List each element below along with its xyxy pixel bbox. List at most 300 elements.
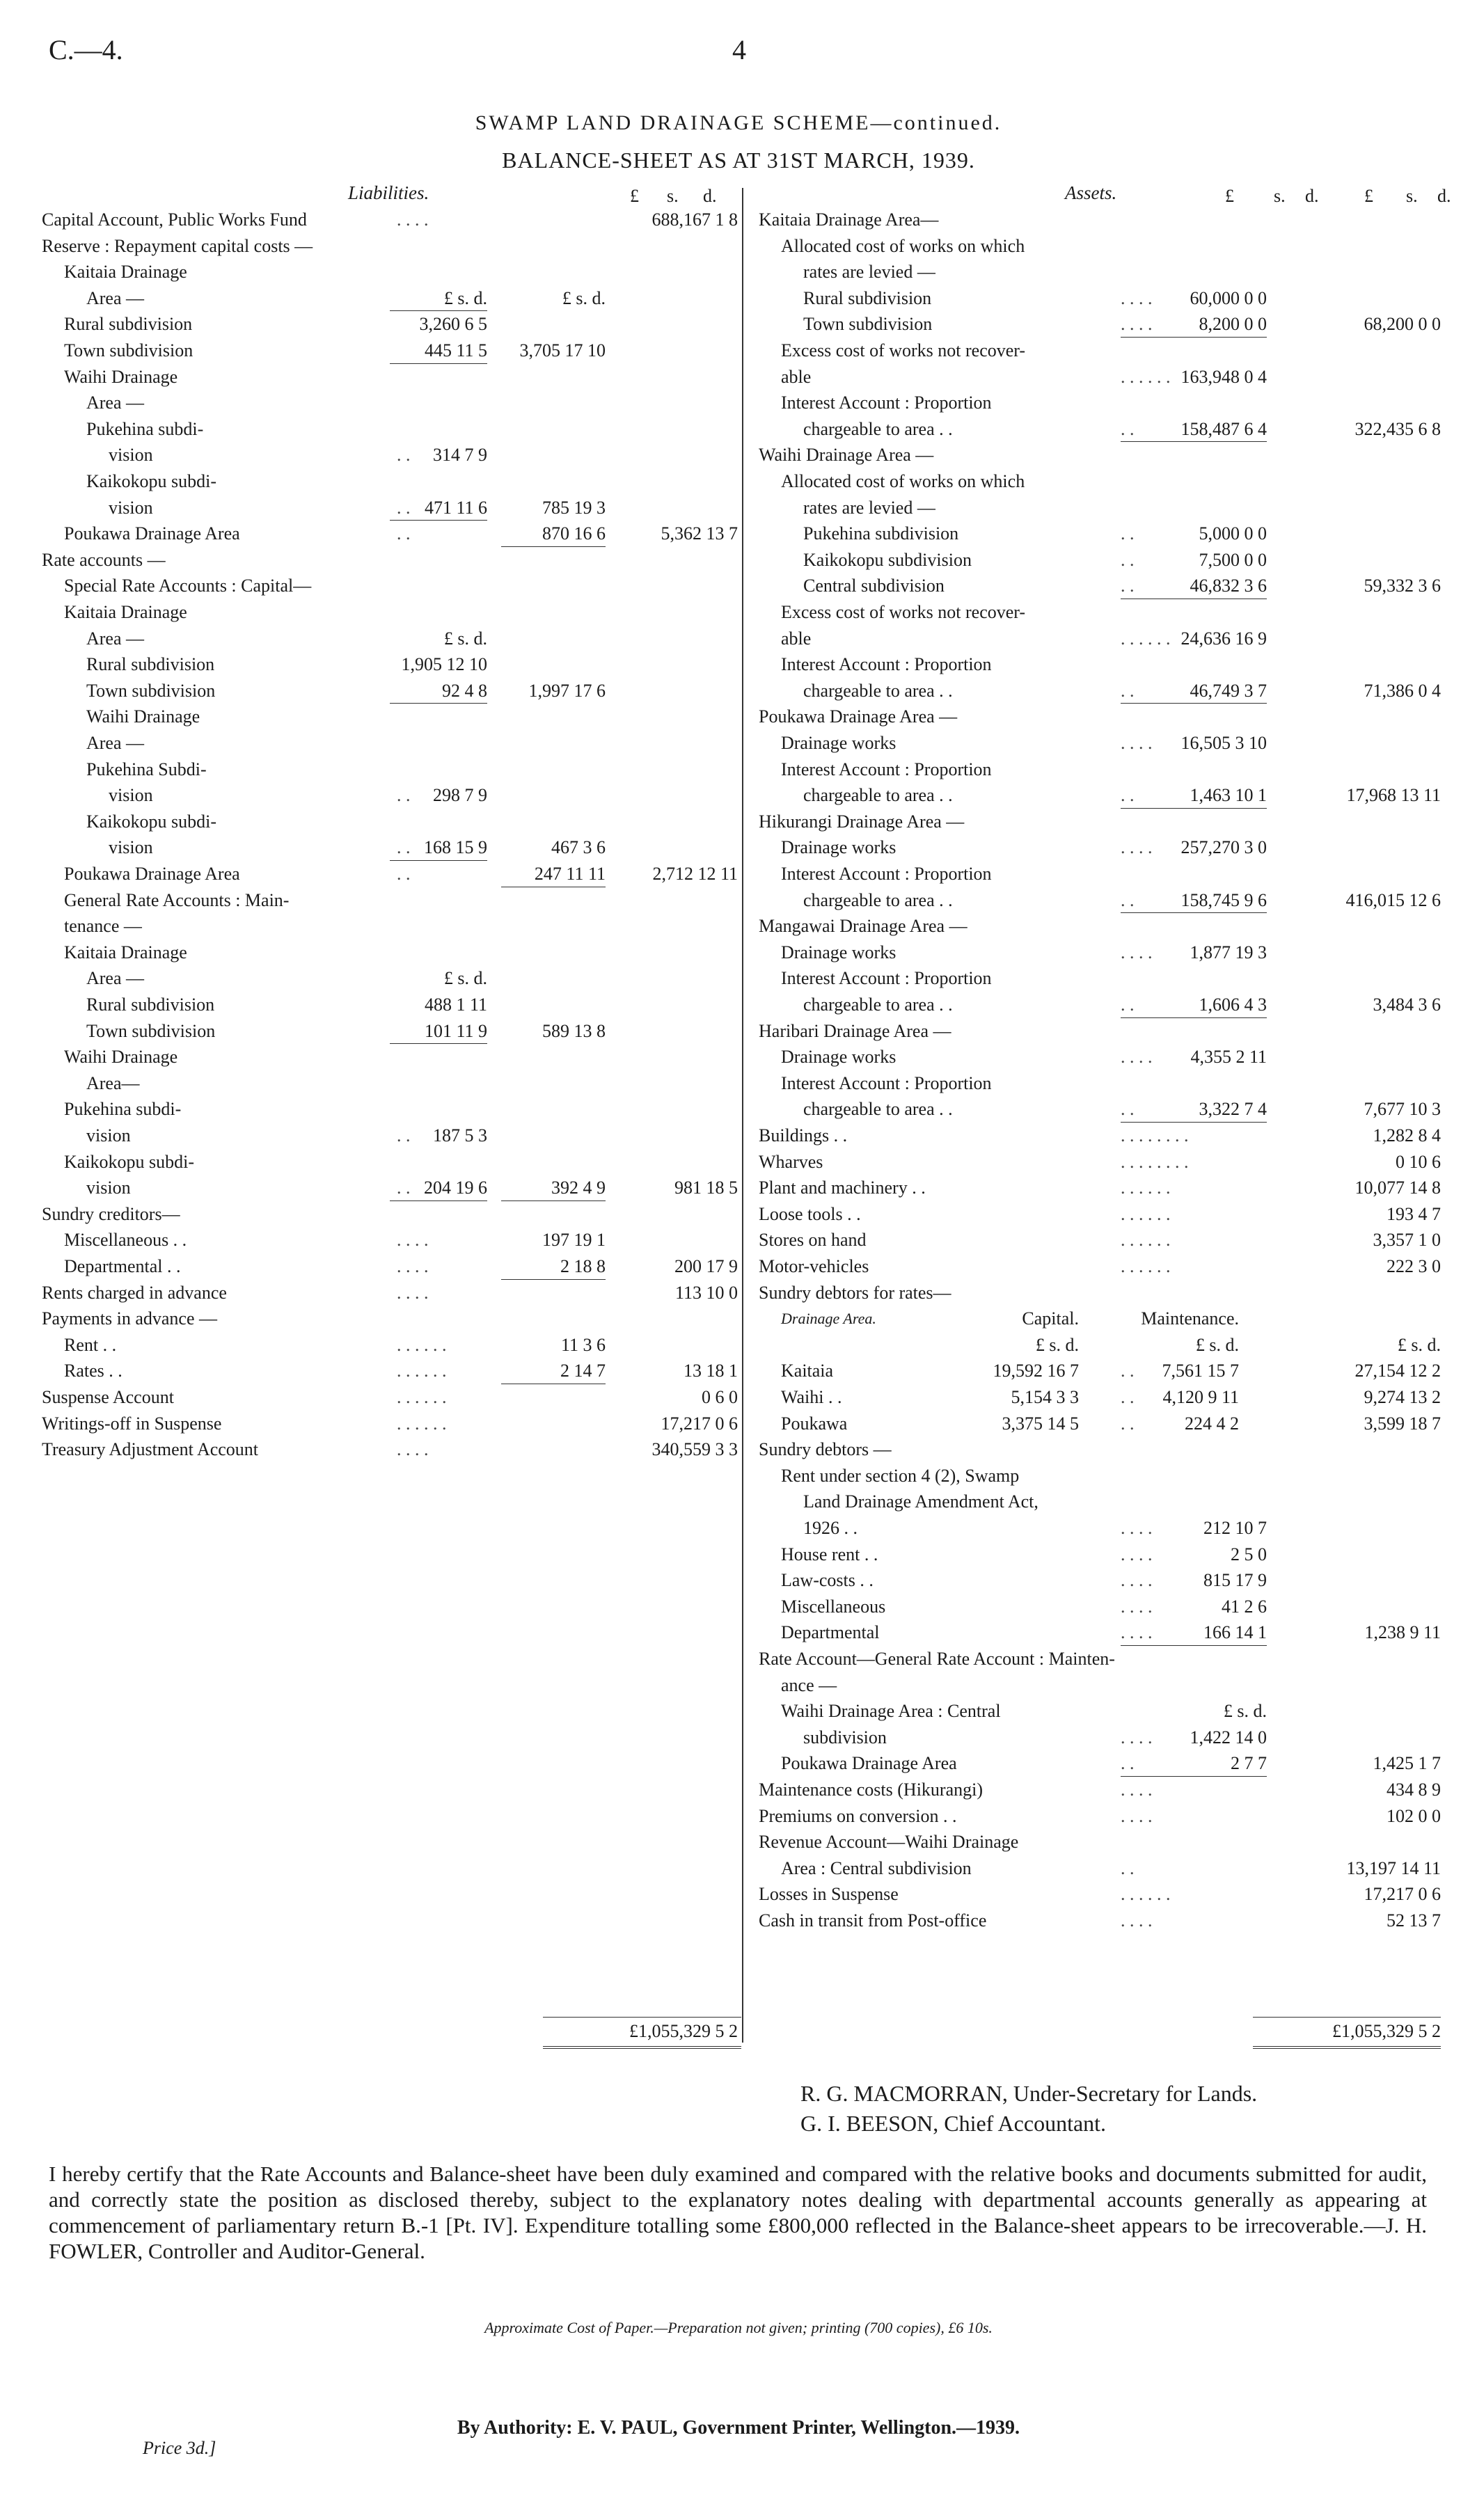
liabilities-row (42, 1046, 738, 1068)
row-leader: . . (1121, 1361, 1135, 1381)
liab-total-rule-top (543, 2017, 741, 2018)
row-amount-c2: 2 18 8 (560, 1256, 606, 1276)
row-amount-a1: 24,636 16 9 (1180, 628, 1267, 649)
liabilities-row (42, 1151, 738, 1173)
assets-row (759, 784, 1455, 807)
row-leader: . . . . . . (1121, 1230, 1171, 1251)
row-label: Treasury Adjustment Account (42, 1439, 259, 1460)
subtotal-rule (390, 363, 487, 364)
liabilities-row (42, 680, 738, 702)
row-amount-a2: 3,357 1 0 (1373, 1230, 1441, 1251)
row-label: Law-costs . . (781, 1570, 874, 1591)
row-amount-a1: 2 5 0 (1231, 1544, 1267, 1564)
assets-row (759, 1413, 1455, 1435)
row-label: Miscellaneous (781, 1596, 886, 1617)
row-leader: . . (1121, 1857, 1135, 1878)
assets-row (759, 889, 1455, 912)
assets-row (759, 1727, 1455, 1749)
row-amount-x1: 3,375 14 5 (1002, 1413, 1079, 1434)
row-amount-c3: 13 18 1 (684, 1361, 738, 1381)
row-amount-x2: £ s. d. (1195, 1334, 1239, 1355)
row-amount-c3: 2,712 12 11 (652, 864, 738, 884)
row-label: Hikurangi Drainage Area — (759, 811, 965, 832)
page-code: C.—4. (49, 34, 123, 65)
row-leader: . . (1121, 1099, 1135, 1120)
row-label: Payments in advance — (42, 1308, 217, 1329)
row-label: Buildings . . (759, 1125, 848, 1146)
assets-row (759, 470, 1455, 493)
row-label: Area — (86, 733, 145, 753)
assets-row (759, 340, 1455, 362)
row-label: Town subdivision (803, 314, 933, 335)
liabilities-row (42, 287, 738, 310)
row-label: Waihi Drainage (64, 1047, 178, 1068)
row-amount-a2: 222 3 0 (1387, 1256, 1441, 1276)
row-label: Premiums on conversion . . (759, 1805, 957, 1826)
liabilities-row (42, 706, 738, 728)
row-label: Waihi Drainage (64, 366, 178, 387)
assets-row (759, 601, 1455, 624)
subtotal-rule (1121, 337, 1267, 338)
row-label: Suspense Account (42, 1387, 174, 1407)
liabilities-row (42, 523, 738, 545)
row-amount-a2: 71,386 0 4 (1364, 680, 1441, 701)
row-amount-c2: 3,705 17 10 (519, 340, 606, 360)
assets-row (759, 366, 1455, 388)
signature-undersecretary: R. G. MACMORRAN, Under-Secretary for Lands. (800, 2081, 1258, 2106)
assets-row (759, 1072, 1455, 1095)
row-amount-c1: 471 11 6 (424, 497, 487, 518)
assets-row (759, 1752, 1455, 1775)
row-label: Area — (86, 628, 145, 649)
liabilities-row (42, 1360, 738, 1382)
assets-row (759, 235, 1455, 257)
row-amount-a1: 1,463 10 1 (1190, 785, 1267, 806)
currency-symbol: £ (1364, 186, 1373, 206)
row-leader: . . . . (1121, 1570, 1153, 1591)
assets-row (759, 444, 1455, 466)
row-amount-c3: 5,362 13 7 (661, 523, 738, 544)
liabilities-heading: Liabilities. (348, 182, 429, 203)
row-amount-c2: 785 19 3 (542, 497, 606, 518)
row-label: Kaitaia (781, 1361, 834, 1381)
liabilities-row (42, 418, 738, 441)
row-leader: . . . . (1121, 942, 1153, 962)
row-amount-c3: 113 10 0 (674, 1282, 738, 1303)
row-leader: . . . . (1121, 314, 1153, 335)
currency-symbol: d. (1437, 186, 1451, 206)
liabilities-total: £1,055,329 5 2 (629, 2021, 738, 2041)
row-amount-a1: 5,000 0 0 (1199, 523, 1267, 544)
row-label: Departmental . . (64, 1256, 181, 1276)
row-amount-a2: 59,332 3 6 (1364, 576, 1441, 596)
row-amount-a2: 68,200 0 0 (1364, 314, 1441, 335)
liabilities-row (42, 1282, 738, 1304)
assets-row (759, 1491, 1455, 1513)
row-amount-c1: 488 1 11 (424, 994, 487, 1015)
row-amount-c1: £ s. d. (443, 287, 487, 308)
liabilities-row (42, 967, 738, 990)
row-label: Kaikokopu subdivision (803, 549, 972, 570)
row-amount-c1: 204 19 6 (424, 1178, 487, 1198)
row-leader: . . (1121, 889, 1135, 910)
liabilities-row (42, 575, 738, 597)
document-subtitle: BALANCE-SHEET AS AT 31ST MARCH, 1939. (502, 148, 975, 173)
assets-row (759, 732, 1455, 754)
row-label: Rate Account—General Rate Account : Mainten- (759, 1649, 1115, 1669)
row-amount-c1: £ s. d. (443, 628, 487, 649)
row-label: Rent under section 4 (2), Swamp (781, 1465, 1020, 1486)
row-amount-a1: 7,500 0 0 (1199, 549, 1267, 570)
row-label: Revenue Account—Waihi Drainage (759, 1832, 1019, 1853)
row-leader: . . (397, 523, 411, 544)
row-amount-a1: 257,270 3 0 (1180, 837, 1267, 858)
assets-row (759, 811, 1455, 833)
row-leader: . . . . (1121, 287, 1153, 308)
assets-row (759, 1596, 1455, 1618)
assets-row (759, 1229, 1455, 1251)
liabilities-row (42, 1439, 738, 1461)
row-label: Kaitaia Drainage (64, 262, 187, 283)
row-label: Interest Account : Proportion (781, 1072, 992, 1093)
assets-row (759, 1020, 1455, 1043)
assets-row (759, 1177, 1455, 1199)
row-leader: . . . . (397, 1282, 429, 1303)
assets-row (759, 1569, 1455, 1592)
row-amount-c1: 168 15 9 (424, 837, 487, 858)
liabilities-row (42, 1334, 738, 1356)
row-leader: . . . . (1121, 1596, 1153, 1617)
row-label: Departmental (781, 1622, 880, 1643)
row-amount-a1: £ s. d. (1223, 1701, 1267, 1722)
row-amount-a2: 322,435 6 8 (1354, 418, 1441, 439)
liabilities-row (42, 784, 738, 807)
row-leader: . . (1121, 1413, 1135, 1434)
subtotal-rule (390, 1043, 487, 1044)
liabilities-row (42, 497, 738, 519)
row-leader: . . (1121, 1387, 1135, 1407)
assets-row (759, 1517, 1455, 1539)
row-label: Losses in Suspense (759, 1884, 899, 1905)
row-label: Area— (86, 1072, 140, 1093)
currency-symbol: s. (1274, 186, 1286, 206)
row-label: Kaikokopu subdi- (64, 1151, 195, 1172)
row-label: Area — (86, 968, 145, 989)
row-leader: . . (397, 785, 411, 806)
row-label: Poukawa Drainage Area (781, 1753, 957, 1774)
currency-symbol: d. (1305, 186, 1319, 206)
row-leader: . . . . (1121, 1727, 1153, 1748)
row-amount-x1: Capital. (1022, 1308, 1079, 1329)
row-label: Kaitaia Drainage Area— (759, 209, 939, 230)
row-label: Rural subdivision (803, 287, 932, 308)
assets-row (759, 942, 1455, 964)
assets-row (759, 1203, 1455, 1226)
assets-row (759, 313, 1455, 335)
assets-row (759, 1465, 1455, 1487)
row-amount-c2: 589 13 8 (542, 1020, 606, 1041)
row-label: Pukehina subdi- (64, 1099, 182, 1120)
row-label: 1926 . . (803, 1518, 858, 1538)
assets-total: £1,055,329 5 2 (1332, 2021, 1441, 2041)
column-divider (742, 188, 743, 2043)
row-leader: . . . . . . (397, 1413, 447, 1434)
row-leader: . . . . . . . . (1121, 1151, 1189, 1172)
row-leader: . . . . (1121, 733, 1153, 753)
liabilities-row (42, 340, 738, 362)
row-label: Wharves (759, 1151, 823, 1172)
assets-row (759, 1648, 1455, 1670)
liabilities-row (42, 653, 738, 676)
row-amount-a2: 52 13 7 (1387, 1910, 1441, 1931)
row-label: chargeable to area . . (803, 1099, 953, 1120)
row-label: Poukawa Drainage Area — (759, 706, 958, 727)
row-amount-c2: 1,997 17 6 (528, 680, 606, 701)
assets-row (759, 915, 1455, 937)
signature-accountant: G. I. BEESON, Chief Accountant. (800, 2111, 1107, 2136)
row-leader: . . . . (397, 1439, 429, 1460)
row-label: Sundry creditors— (42, 1203, 180, 1224)
assets-row (759, 863, 1455, 885)
assets-row (759, 706, 1455, 728)
row-label: Area — (86, 287, 145, 308)
liabilities-row (42, 549, 738, 571)
assets-row (759, 1779, 1455, 1801)
row-label: Poukawa Drainage Area (64, 864, 240, 884)
row-label: Town subdivision (64, 340, 193, 360)
assets-row (759, 1046, 1455, 1068)
row-label: Kaitaia Drainage (64, 942, 187, 962)
subtotal-rule (1121, 703, 1267, 704)
row-leader: . . . . (397, 209, 429, 230)
subtotal-rule (1121, 808, 1267, 809)
row-label: tenance — (64, 916, 142, 937)
liabilities-row (42, 261, 738, 283)
row-label: Drainage Area. (781, 1310, 876, 1328)
liabilities-row (42, 863, 738, 885)
cost-note: Approximate Cost of Paper.—Preparation not given; printing (700 copies), £6 10s. (484, 2319, 993, 2336)
row-amount-c2: 467 3 6 (551, 837, 606, 858)
row-amount-a1: 8,200 0 0 (1199, 314, 1267, 335)
row-leader: . . (1121, 1753, 1135, 1774)
row-label: Rents charged in advance (42, 1282, 227, 1303)
row-label: Town subdivision (86, 680, 216, 701)
row-amount-a2: 1,282 8 4 (1373, 1125, 1441, 1146)
row-leader: . . . . . . (397, 1387, 447, 1407)
row-label: Drainage works (781, 1047, 897, 1068)
liab-total-rule-bottom (543, 2046, 741, 2049)
liabilities-row (42, 732, 738, 754)
row-amount-a2: 9,274 13 2 (1364, 1387, 1441, 1407)
row-label: Waihi Drainage Area : Central (781, 1701, 1001, 1722)
row-amount-c1: 1,905 12 10 (401, 654, 487, 675)
row-leader: . . . . (1121, 1518, 1153, 1538)
row-label: Town subdivision (86, 1020, 216, 1041)
assets-row (759, 759, 1455, 781)
liabilities-row (42, 994, 738, 1016)
assets-row (759, 1857, 1455, 1880)
row-label: Mangawai Drainage Area — (759, 916, 967, 937)
subtotal-rule (1121, 441, 1267, 442)
liabilities-row (42, 1413, 738, 1435)
currency-symbol: d. (703, 186, 717, 206)
row-amount-a2: 13,197 14 11 (1346, 1857, 1441, 1878)
row-leader: . . (1121, 523, 1135, 544)
liabilities-row (42, 1203, 738, 1226)
row-leader: . . . . . . (1121, 1203, 1171, 1224)
row-amount-a2: 17,217 0 6 (1364, 1884, 1441, 1905)
row-leader: . . (397, 445, 411, 466)
row-label: chargeable to area . . (803, 785, 953, 806)
row-label: Drainage works (781, 733, 897, 753)
row-label: chargeable to area . . (803, 418, 953, 439)
row-amount-c1: £ s. d. (443, 968, 487, 989)
liabilities-row (42, 1072, 738, 1095)
row-leader: . . . . . . (1121, 628, 1171, 649)
subtotal-rule (1121, 1645, 1267, 1646)
liabilities-row (42, 1386, 738, 1409)
row-label: Haribari Drainage Area — (759, 1020, 951, 1041)
row-leader: . . (397, 1125, 411, 1146)
row-label: Capital Account, Public Works Fund (42, 209, 307, 230)
row-amount-c2: 197 19 1 (542, 1230, 606, 1251)
assets-row (759, 1883, 1455, 1905)
row-amount-c1: 445 11 5 (424, 340, 487, 360)
assets-row (759, 967, 1455, 990)
row-leader: . . . . . . (1121, 1256, 1171, 1276)
row-label: Land Drainage Amendment Act, (803, 1491, 1038, 1512)
row-amount-c2: 870 16 6 (542, 523, 606, 544)
subtotal-rule (390, 520, 487, 521)
row-label: chargeable to area . . (803, 889, 953, 910)
row-leader: . . . . (397, 1256, 429, 1276)
liabilities-row (42, 1229, 738, 1251)
row-leader: . . . . (1121, 1622, 1153, 1643)
row-leader: . . (1121, 680, 1135, 701)
assets-row (759, 1831, 1455, 1853)
row-label: House rent . . (781, 1544, 878, 1564)
row-label: Reserve : Repayment capital costs — (42, 235, 313, 256)
row-label: Drainage works (781, 837, 897, 858)
document-title: SWAMP LAND DRAINAGE SCHEME—continued. (475, 111, 1002, 134)
audit-certificate: I hereby certify that the Rate Accounts and Balance-sheet have been duly examined and compared with the relative books and documents submitted for audit, and correctly state the position as disclosed thereby, subject to the explanatory notes dealing with departmental accounts generally as appearing at commencement of parliamentary return B.-1 [Pt. IV]. Expenditure totalling some £800,000 reflected in the Balance-sheet appears to be irrecoverable.—J. H. FOWLER, Controller and Auditor-General. (49, 2162, 1427, 2263)
row-leader: . . . . . . (1121, 1178, 1171, 1198)
row-label: General Rate Accounts : Main- (64, 889, 290, 910)
assets-row (759, 418, 1455, 441)
row-label: Excess cost of works not recover- (781, 340, 1026, 360)
assets-row (759, 1544, 1455, 1566)
assets-row (759, 392, 1455, 414)
row-amount-c3: 688,167 1 8 (651, 209, 738, 230)
assets-heading: Assets. (1065, 182, 1117, 203)
row-amount-x1: 5,154 3 3 (1011, 1387, 1079, 1407)
row-label: chargeable to area . . (803, 994, 953, 1015)
row-leader: . . . . (1121, 1805, 1153, 1826)
row-amount-a2: 7,677 10 3 (1364, 1099, 1441, 1120)
assets-row (759, 1700, 1455, 1722)
row-amount-x1: 19,592 16 7 (993, 1361, 1079, 1381)
row-amount-c1: 3,260 6 5 (419, 314, 487, 335)
row-leader: . . (1121, 785, 1135, 806)
row-label: Stores on hand (759, 1230, 867, 1251)
row-amount-x2: 224 4 2 (1185, 1413, 1239, 1434)
row-amount-c2: 2 14 7 (560, 1361, 606, 1381)
row-label: Kaikokopu subdi- (86, 471, 217, 491)
row-label: Interest Account : Proportion (781, 864, 992, 884)
liabilities-row (42, 366, 738, 388)
assets-row (759, 1334, 1455, 1356)
row-amount-a1: 2 7 7 (1231, 1753, 1267, 1774)
row-amount-c2: 247 11 11 (534, 864, 606, 884)
printer-authority: By Authority: E. V. PAUL, Government Printer, Wellington.—1939. (457, 2417, 1020, 2439)
row-leader: . . . . . . (397, 1361, 447, 1381)
currency-symbol: s. (667, 186, 679, 206)
row-label: Interest Account : Proportion (781, 759, 992, 779)
row-leader: . . . . . . (1121, 366, 1171, 387)
liabilities-row (42, 915, 738, 937)
liabilities-row (42, 1177, 738, 1199)
row-amount-a1: 4,355 2 11 (1190, 1047, 1267, 1068)
row-label: Maintenance costs (Hikurangi) (759, 1780, 984, 1800)
row-amount-x2: Maintenance. (1141, 1308, 1239, 1329)
row-label: Motor-vehicles (759, 1256, 869, 1276)
row-amount-c1: 298 7 9 (433, 785, 487, 806)
row-label: Poukawa Drainage Area (64, 523, 240, 544)
row-label: ance — (781, 1674, 837, 1695)
row-amount-a2: 416,015 12 6 (1345, 889, 1441, 910)
liabilities-row (42, 1098, 738, 1120)
currency-symbol: £ (1225, 186, 1234, 206)
row-leader: . . (1121, 994, 1135, 1015)
row-amount-c2: 11 3 6 (560, 1334, 606, 1355)
liabilities-row (42, 628, 738, 650)
row-amount-a1: 3,322 7 4 (1199, 1099, 1267, 1120)
row-amount-c2: 392 4 9 (551, 1178, 606, 1198)
row-label: vision (86, 1178, 131, 1198)
row-label: Central subdivision (803, 576, 945, 596)
row-amount-a2: 0 10 6 (1396, 1151, 1441, 1172)
row-leader: . . (397, 837, 411, 858)
assets-row (759, 209, 1455, 231)
liabilities-row (42, 470, 738, 493)
liabilities-row (42, 235, 738, 257)
row-label: rates are levied — (803, 262, 935, 283)
row-label: Rates . . (64, 1361, 123, 1381)
row-leader: . . (1121, 418, 1135, 439)
row-leader: . . . . . . . . (1121, 1125, 1189, 1146)
assets-row (759, 287, 1455, 310)
row-amount-c3: 981 18 5 (674, 1178, 738, 1198)
assets-row (759, 1910, 1455, 1932)
liabilities-row (42, 444, 738, 466)
row-amount-c1: 187 5 3 (433, 1125, 487, 1146)
assets-row (759, 1255, 1455, 1278)
row-leader: . . . . . . (1121, 1884, 1171, 1905)
row-leader: . . (397, 864, 411, 884)
assets-row (759, 1125, 1455, 1147)
row-label: Pukehina Subdi- (86, 759, 207, 779)
row-label: Allocated cost of works on which (781, 471, 1025, 491)
row-leader: . . . . (1121, 837, 1153, 858)
subtotal-rule (501, 1279, 606, 1280)
row-label: Pukehina subdi- (86, 418, 204, 439)
row-amount-a2: £ s. d. (1397, 1334, 1441, 1355)
row-label: Drainage works (781, 942, 897, 962)
row-amount-a1: 16,505 3 10 (1180, 733, 1267, 753)
currency-symbol: s. (1406, 186, 1418, 206)
row-amount-a1: 41 2 6 (1222, 1596, 1267, 1617)
subtotal-rule (501, 546, 606, 547)
